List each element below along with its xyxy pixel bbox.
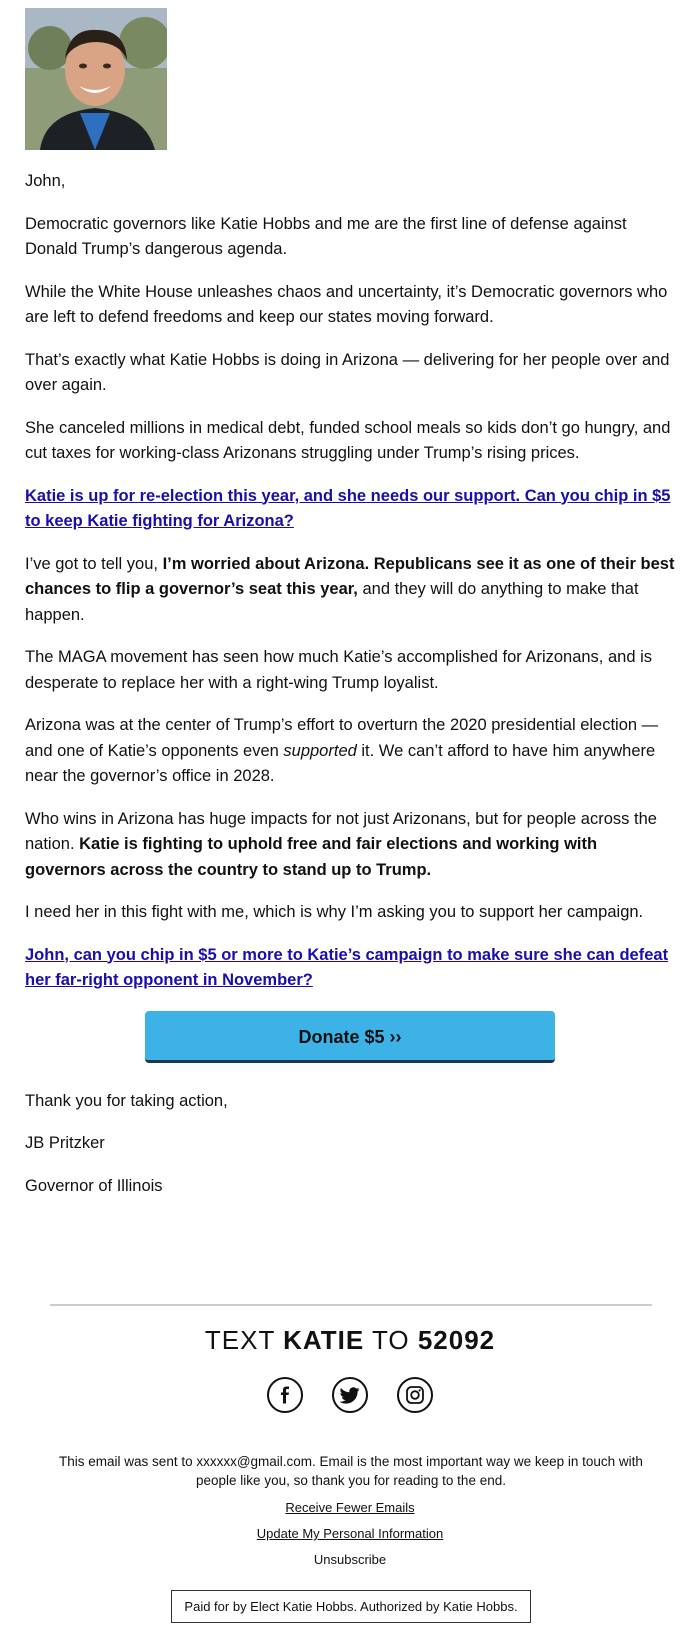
unsubscribe-row [0,1552,700,1567]
receive-fewer-row [0,1500,700,1515]
portrait-image [25,8,167,150]
paragraph-accomplishments: She canceled millions in medical debt, funded school meals so kids don’t go hungry, and cut taxes for working-class Arizonans struggling under Trump’s rising prices. [25,418,671,462]
twitter-icon[interactable] [332,1377,368,1413]
paragraph-maga: The MAGA movement has seen how much Katie’s accomplished for Arizonans, and is desperate to replace her with a right-wing Trump loyalist. [25,648,653,692]
donate-button-wrap [25,1011,675,1063]
paragraph-arizona: That’s exactly what Katie Hobbs is doing in Arizona — delivering for her people over and over again. [25,350,670,394]
paragraph-election [25,713,675,790]
footer-note: This email was sent to xxxxxx@gmail.com. Email is the most important way we keep in touch with people like you, so thank you for reading to the end. [59,1454,643,1488]
text-to-banner [0,1325,700,1356]
update-info-link[interactable]: Update My Personal Information [256,1526,444,1541]
donate-button[interactable]: Donate $5 ›› [145,1011,555,1063]
link-paragraph-1 [25,484,675,535]
wins-bold: Katie is fighting to uphold free and fair elections and working with governors across the country to stand up to Trump. [25,835,598,879]
paragraph-need: I need her in this fight with me, which is why I’m asking you to support her campaign. [25,903,644,921]
center-pre: Arizona was at the center of Trump’s effort to overturn the 2020 presidential election — and one of Katie’s opponents even [25,716,659,760]
instagram-icon[interactable] [397,1377,433,1413]
unsubscribe-link[interactable]: Unsubscribe [313,1552,387,1567]
worried-pre: I’ve got to tell you, [25,554,163,573]
donate-link-1[interactable]: Katie is up for re-election this year, and she needs our support. Can you chip in $5 to keep Katie fighting for Arizona? [25,486,671,530]
social-links [0,1377,700,1413]
footer-divider [50,1304,652,1306]
signature-title: Governor of Illinois [25,1176,163,1195]
paragraph-worried [25,552,675,629]
paid-for-disclaimer: Paid for by Elect Katie Hobbs. Authorized by Katie Hobbs. [171,1590,531,1623]
update-info-row [0,1526,700,1541]
center-post: it. We can’t afford to have him anywhere near the governor’s office in 2028. [25,741,656,785]
link-paragraph-2 [25,943,675,994]
worried-bold: I’m worried about Arizona. Republicans see it as one of their best chances to flip a governor’s seat this year, [25,554,675,598]
wins-pre: Who wins in Arizona has huge impacts for not just Arizonans, but for people across the nation. [25,809,657,853]
paragraph-wins [25,807,675,884]
keyword: KATIE [283,1325,365,1355]
receive-fewer-link[interactable]: Receive Fewer Emails [285,1500,415,1515]
thanks: Thank you for taking action, [25,1091,228,1110]
paragraph-governors: Democratic governors like Katie Hobbs and me are the first line of defense against Donald Trump’s dangerous agenda. [25,214,627,258]
email-content [25,169,675,1216]
center-italic: supported [283,741,357,760]
worried-post: and they will do anything to make that happen. [25,580,639,624]
text-word: TEXT [204,1325,275,1355]
signature-name: JB Pritzker [25,1134,105,1152]
sender-photo [25,8,167,150]
greeting: John, [25,172,66,190]
facebook-icon[interactable] [267,1377,303,1413]
to-word: TO [371,1325,410,1355]
short-code: 52092 [417,1325,496,1355]
paragraph-white-house: While the White House unleashes chaos and uncertainty, it’s Democratic governors who are left to defend freedoms and keep our states moving forward. [25,282,668,326]
donate-link-2[interactable]: John, can you chip in $5 or more to Katie’s campaign to make sure she can defeat her far-right opponent in November? [25,945,669,989]
